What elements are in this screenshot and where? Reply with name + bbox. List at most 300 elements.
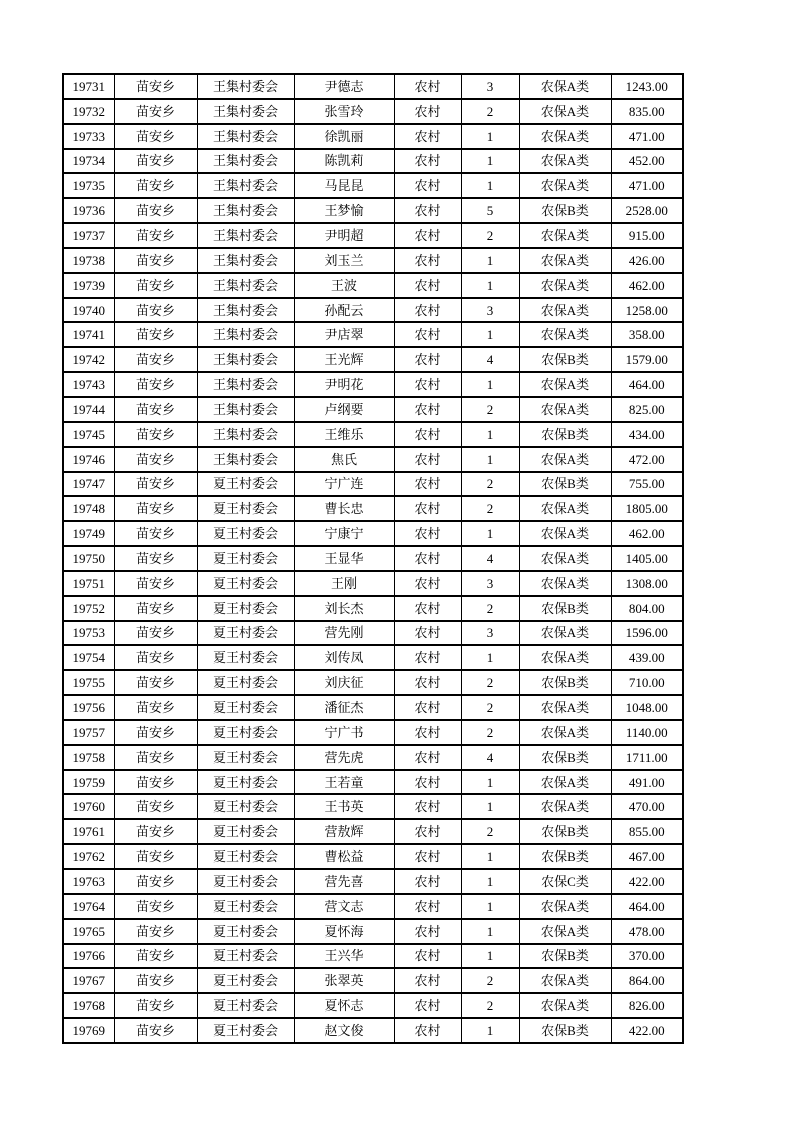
cell-insurance-category: 农保A类: [519, 496, 611, 521]
cell-residence-type: 农村: [394, 1018, 461, 1043]
cell-person-name: 王波: [294, 273, 394, 298]
cell-residence-type: 农村: [394, 322, 461, 347]
cell-township: 苗安乡: [114, 347, 197, 372]
table-row: [63, 124, 683, 149]
cell-residence-type: 农村: [394, 720, 461, 745]
cell-person-count: 4: [461, 347, 519, 372]
table-row: [63, 794, 683, 819]
cell-record-id: 19743: [63, 372, 114, 397]
cell-person-count: 3: [461, 298, 519, 323]
table-row: [63, 720, 683, 745]
cell-residence-type: 农村: [394, 74, 461, 99]
cell-insurance-category: 农保B类: [519, 596, 611, 621]
cell-insurance-category: 农保A类: [519, 571, 611, 596]
cell-residence-type: 农村: [394, 794, 461, 819]
cell-insurance-category: 农保B类: [519, 819, 611, 844]
cell-person-name: 尹明超: [294, 223, 394, 248]
cell-record-id: 19747: [63, 472, 114, 497]
cell-record-id: 19758: [63, 745, 114, 770]
cell-township: 苗安乡: [114, 74, 197, 99]
cell-insurance-category: 农保A类: [519, 248, 611, 273]
cell-person-name: 刘传凤: [294, 645, 394, 670]
cell-township: 苗安乡: [114, 521, 197, 546]
cell-person-count: 2: [461, 596, 519, 621]
cell-record-id: 19750: [63, 546, 114, 571]
cell-village-committee: 夏王村委会: [197, 819, 294, 844]
cell-record-id: 19767: [63, 968, 114, 993]
cell-residence-type: 农村: [394, 447, 461, 472]
table-row: [63, 894, 683, 919]
cell-person-count: 3: [461, 621, 519, 646]
cell-residence-type: 农村: [394, 745, 461, 770]
cell-village-committee: 王集村委会: [197, 248, 294, 273]
cell-insurance-category: 农保A类: [519, 645, 611, 670]
cell-person-count: 5: [461, 198, 519, 223]
cell-person-name: 张雪玲: [294, 99, 394, 124]
cell-village-committee: 夏王村委会: [197, 670, 294, 695]
table-row: [63, 248, 683, 273]
cell-record-id: 19741: [63, 322, 114, 347]
cell-residence-type: 农村: [394, 596, 461, 621]
cell-record-id: 19762: [63, 844, 114, 869]
cell-insurance-category: 农保B类: [519, 745, 611, 770]
cell-township: 苗安乡: [114, 322, 197, 347]
cell-person-name: 曹松益: [294, 844, 394, 869]
cell-village-committee: 夏王村委会: [197, 521, 294, 546]
cell-amount: 826.00: [611, 993, 683, 1018]
cell-township: 苗安乡: [114, 298, 197, 323]
cell-person-count: 1: [461, 372, 519, 397]
cell-record-id: 19753: [63, 621, 114, 646]
cell-person-name: 尹明花: [294, 372, 394, 397]
table-row: [63, 621, 683, 646]
cell-village-committee: 夏王村委会: [197, 968, 294, 993]
table-row: [63, 447, 683, 472]
cell-village-committee: 王集村委会: [197, 173, 294, 198]
cell-residence-type: 农村: [394, 149, 461, 174]
cell-amount: 439.00: [611, 645, 683, 670]
cell-village-committee: 夏王村委会: [197, 894, 294, 919]
cell-township: 苗安乡: [114, 596, 197, 621]
cell-insurance-category: 农保A类: [519, 149, 611, 174]
cell-person-name: 王书英: [294, 794, 394, 819]
cell-insurance-category: 农保A类: [519, 223, 611, 248]
cell-village-committee: 夏王村委会: [197, 571, 294, 596]
table-row: [63, 472, 683, 497]
cell-residence-type: 农村: [394, 919, 461, 944]
cell-residence-type: 农村: [394, 472, 461, 497]
table-row: [63, 670, 683, 695]
cell-insurance-category: 农保B类: [519, 944, 611, 969]
cell-amount: 825.00: [611, 397, 683, 422]
cell-insurance-category: 农保A类: [519, 298, 611, 323]
cell-residence-type: 农村: [394, 198, 461, 223]
cell-residence-type: 农村: [394, 521, 461, 546]
cell-insurance-category: 农保A类: [519, 794, 611, 819]
cell-person-count: 1: [461, 124, 519, 149]
cell-person-count: 1: [461, 894, 519, 919]
cell-record-id: 19732: [63, 99, 114, 124]
cell-record-id: 19757: [63, 720, 114, 745]
cell-person-name: 夏怀海: [294, 919, 394, 944]
cell-amount: 804.00: [611, 596, 683, 621]
cell-person-count: 2: [461, 819, 519, 844]
cell-insurance-category: 农保A类: [519, 720, 611, 745]
cell-township: 苗安乡: [114, 124, 197, 149]
cell-amount: 426.00: [611, 248, 683, 273]
cell-township: 苗安乡: [114, 794, 197, 819]
table-row: [63, 347, 683, 372]
cell-person-name: 徐凯丽: [294, 124, 394, 149]
cell-township: 苗安乡: [114, 919, 197, 944]
cell-person-name: 马昆昆: [294, 173, 394, 198]
cell-residence-type: 农村: [394, 670, 461, 695]
cell-person-count: 1: [461, 521, 519, 546]
cell-residence-type: 农村: [394, 993, 461, 1018]
cell-township: 苗安乡: [114, 248, 197, 273]
cell-person-count: 1: [461, 149, 519, 174]
cell-residence-type: 农村: [394, 397, 461, 422]
cell-person-count: 3: [461, 571, 519, 596]
cell-village-committee: 夏王村委会: [197, 844, 294, 869]
cell-amount: 855.00: [611, 819, 683, 844]
cell-person-count: 2: [461, 968, 519, 993]
cell-person-count: 2: [461, 695, 519, 720]
table-row: [63, 695, 683, 720]
cell-amount: 471.00: [611, 124, 683, 149]
cell-record-id: 19739: [63, 273, 114, 298]
cell-person-name: 孙配云: [294, 298, 394, 323]
cell-record-id: 19735: [63, 173, 114, 198]
cell-township: 苗安乡: [114, 1018, 197, 1043]
cell-residence-type: 农村: [394, 695, 461, 720]
cell-amount: 2528.00: [611, 198, 683, 223]
cell-amount: 1596.00: [611, 621, 683, 646]
cell-person-name: 夏怀志: [294, 993, 394, 1018]
table-row: [63, 869, 683, 894]
cell-amount: 1140.00: [611, 720, 683, 745]
cell-township: 苗安乡: [114, 496, 197, 521]
cell-township: 苗安乡: [114, 670, 197, 695]
cell-township: 苗安乡: [114, 149, 197, 174]
cell-person-name: 宁康宁: [294, 521, 394, 546]
cell-village-committee: 王集村委会: [197, 198, 294, 223]
cell-person-name: 张翠英: [294, 968, 394, 993]
cell-township: 苗安乡: [114, 198, 197, 223]
cell-amount: 1711.00: [611, 745, 683, 770]
cell-record-id: 19737: [63, 223, 114, 248]
cell-person-name: 王刚: [294, 571, 394, 596]
table-row: [63, 372, 683, 397]
cell-insurance-category: 农保A类: [519, 993, 611, 1018]
cell-village-committee: 王集村委会: [197, 347, 294, 372]
cell-township: 苗安乡: [114, 844, 197, 869]
cell-person-count: 1: [461, 273, 519, 298]
cell-residence-type: 农村: [394, 422, 461, 447]
cell-township: 苗安乡: [114, 695, 197, 720]
cell-insurance-category: 农保A类: [519, 770, 611, 795]
cell-amount: 1048.00: [611, 695, 683, 720]
cell-record-id: 19749: [63, 521, 114, 546]
cell-residence-type: 农村: [394, 968, 461, 993]
cell-person-count: 1: [461, 422, 519, 447]
cell-village-committee: 夏王村委会: [197, 993, 294, 1018]
cell-village-committee: 王集村委会: [197, 99, 294, 124]
cell-village-committee: 夏王村委会: [197, 745, 294, 770]
cell-person-name: 尹德志: [294, 74, 394, 99]
cell-amount: 422.00: [611, 869, 683, 894]
cell-insurance-category: 农保B类: [519, 422, 611, 447]
cell-person-count: 1: [461, 322, 519, 347]
cell-person-name: 潘征杰: [294, 695, 394, 720]
cell-residence-type: 农村: [394, 248, 461, 273]
cell-record-id: 19768: [63, 993, 114, 1018]
cell-village-committee: 夏王村委会: [197, 645, 294, 670]
cell-insurance-category: 农保A类: [519, 322, 611, 347]
cell-person-name: 曹长忠: [294, 496, 394, 521]
cell-record-id: 19745: [63, 422, 114, 447]
cell-township: 苗安乡: [114, 968, 197, 993]
cell-insurance-category: 农保A类: [519, 521, 611, 546]
table-row: [63, 322, 683, 347]
cell-township: 苗安乡: [114, 770, 197, 795]
cell-record-id: 19761: [63, 819, 114, 844]
cell-insurance-category: 农保A类: [519, 447, 611, 472]
cell-person-name: 刘长杰: [294, 596, 394, 621]
cell-residence-type: 农村: [394, 273, 461, 298]
cell-person-name: 王兴华: [294, 944, 394, 969]
table-row: [63, 844, 683, 869]
table-row: [63, 944, 683, 969]
cell-person-name: 赵文俊: [294, 1018, 394, 1043]
cell-amount: 1258.00: [611, 298, 683, 323]
cell-amount: 755.00: [611, 472, 683, 497]
table-row: [63, 149, 683, 174]
cell-residence-type: 农村: [394, 621, 461, 646]
cell-township: 苗安乡: [114, 944, 197, 969]
cell-person-count: 3: [461, 74, 519, 99]
cell-residence-type: 农村: [394, 496, 461, 521]
cell-insurance-category: 农保A类: [519, 968, 611, 993]
cell-township: 苗安乡: [114, 372, 197, 397]
cell-person-count: 2: [461, 99, 519, 124]
cell-amount: 710.00: [611, 670, 683, 695]
cell-amount: 915.00: [611, 223, 683, 248]
cell-amount: 1243.00: [611, 74, 683, 99]
cell-record-id: 19731: [63, 74, 114, 99]
cell-township: 苗安乡: [114, 223, 197, 248]
cell-insurance-category: 农保A类: [519, 99, 611, 124]
cell-person-count: 4: [461, 546, 519, 571]
cell-village-committee: 王集村委会: [197, 372, 294, 397]
cell-residence-type: 农村: [394, 372, 461, 397]
cell-village-committee: 夏王村委会: [197, 546, 294, 571]
cell-amount: 358.00: [611, 322, 683, 347]
cell-township: 苗安乡: [114, 546, 197, 571]
cell-record-id: 19756: [63, 695, 114, 720]
table-row: [63, 496, 683, 521]
cell-record-id: 19759: [63, 770, 114, 795]
cell-township: 苗安乡: [114, 173, 197, 198]
cell-village-committee: 王集村委会: [197, 447, 294, 472]
cell-township: 苗安乡: [114, 869, 197, 894]
cell-record-id: 19769: [63, 1018, 114, 1043]
cell-amount: 467.00: [611, 844, 683, 869]
cell-village-committee: 夏王村委会: [197, 596, 294, 621]
cell-village-committee: 夏王村委会: [197, 621, 294, 646]
cell-residence-type: 农村: [394, 298, 461, 323]
table-row: [63, 99, 683, 124]
cell-residence-type: 农村: [394, 173, 461, 198]
cell-insurance-category: 农保A类: [519, 397, 611, 422]
cell-township: 苗安乡: [114, 397, 197, 422]
table-row: [63, 198, 683, 223]
cell-person-name: 王光辉: [294, 347, 394, 372]
cell-township: 苗安乡: [114, 99, 197, 124]
cell-residence-type: 农村: [394, 223, 461, 248]
table-row: [63, 745, 683, 770]
cell-residence-type: 农村: [394, 770, 461, 795]
cell-residence-type: 农村: [394, 944, 461, 969]
cell-person-name: 王维乐: [294, 422, 394, 447]
cell-record-id: 19748: [63, 496, 114, 521]
cell-residence-type: 农村: [394, 819, 461, 844]
cell-insurance-category: 农保C类: [519, 869, 611, 894]
cell-record-id: 19733: [63, 124, 114, 149]
cell-person-count: 2: [461, 223, 519, 248]
cell-village-committee: 夏王村委会: [197, 944, 294, 969]
cell-person-count: 4: [461, 745, 519, 770]
cell-record-id: 19734: [63, 149, 114, 174]
cell-amount: 864.00: [611, 968, 683, 993]
cell-village-committee: 夏王村委会: [197, 720, 294, 745]
cell-residence-type: 农村: [394, 571, 461, 596]
cell-record-id: 19766: [63, 944, 114, 969]
cell-person-name: 尹店翠: [294, 322, 394, 347]
cell-amount: 470.00: [611, 794, 683, 819]
table-row: [63, 521, 683, 546]
cell-village-committee: 夏王村委会: [197, 919, 294, 944]
cell-village-committee: 夏王村委会: [197, 695, 294, 720]
cell-person-count: 1: [461, 844, 519, 869]
cell-amount: 1405.00: [611, 546, 683, 571]
cell-person-count: 2: [461, 993, 519, 1018]
cell-person-name: 王显华: [294, 546, 394, 571]
cell-insurance-category: 农保A类: [519, 919, 611, 944]
cell-insurance-category: 农保A类: [519, 74, 611, 99]
cell-person-count: 1: [461, 869, 519, 894]
cell-village-committee: 夏王村委会: [197, 770, 294, 795]
cell-township: 苗安乡: [114, 894, 197, 919]
cell-village-committee: 王集村委会: [197, 223, 294, 248]
cell-record-id: 19754: [63, 645, 114, 670]
cell-insurance-category: 农保B类: [519, 347, 611, 372]
cell-person-count: 1: [461, 919, 519, 944]
table-row: [63, 223, 683, 248]
cell-insurance-category: 农保A类: [519, 695, 611, 720]
table-row: [63, 819, 683, 844]
cell-record-id: 19752: [63, 596, 114, 621]
cell-person-name: 卢纲要: [294, 397, 394, 422]
table-row: [63, 422, 683, 447]
cell-amount: 462.00: [611, 273, 683, 298]
cell-amount: 462.00: [611, 521, 683, 546]
cell-insurance-category: 农保B类: [519, 472, 611, 497]
cell-village-committee: 王集村委会: [197, 422, 294, 447]
cell-amount: 1579.00: [611, 347, 683, 372]
cell-amount: 1308.00: [611, 571, 683, 596]
cell-residence-type: 农村: [394, 894, 461, 919]
cell-township: 苗安乡: [114, 819, 197, 844]
table-row: [63, 993, 683, 1018]
cell-village-committee: 王集村委会: [197, 273, 294, 298]
cell-record-id: 19740: [63, 298, 114, 323]
cell-residence-type: 农村: [394, 844, 461, 869]
cell-person-count: 2: [461, 397, 519, 422]
table-row: [63, 770, 683, 795]
cell-amount: 471.00: [611, 173, 683, 198]
cell-insurance-category: 农保B类: [519, 198, 611, 223]
cell-record-id: 19742: [63, 347, 114, 372]
cell-record-id: 19746: [63, 447, 114, 472]
cell-person-count: 1: [461, 173, 519, 198]
cell-amount: 370.00: [611, 944, 683, 969]
cell-residence-type: 农村: [394, 347, 461, 372]
cell-person-name: 营先喜: [294, 869, 394, 894]
cell-village-committee: 王集村委会: [197, 397, 294, 422]
cell-insurance-category: 农保A类: [519, 894, 611, 919]
cell-person-name: 营文志: [294, 894, 394, 919]
cell-person-count: 1: [461, 944, 519, 969]
cell-township: 苗安乡: [114, 447, 197, 472]
cell-person-count: 1: [461, 1018, 519, 1043]
cell-residence-type: 农村: [394, 869, 461, 894]
cell-record-id: 19765: [63, 919, 114, 944]
cell-person-count: 1: [461, 248, 519, 273]
cell-insurance-category: 农保A类: [519, 621, 611, 646]
cell-person-name: 宁广书: [294, 720, 394, 745]
cell-township: 苗安乡: [114, 645, 197, 670]
table-row: [63, 273, 683, 298]
cell-person-name: 王梦愉: [294, 198, 394, 223]
cell-village-committee: 王集村委会: [197, 322, 294, 347]
cell-village-committee: 夏王村委会: [197, 794, 294, 819]
cell-township: 苗安乡: [114, 422, 197, 447]
cell-person-name: 营敖辉: [294, 819, 394, 844]
cell-person-count: 2: [461, 472, 519, 497]
cell-township: 苗安乡: [114, 472, 197, 497]
cell-insurance-category: 农保A类: [519, 372, 611, 397]
cell-person-name: 宁广连: [294, 472, 394, 497]
cell-amount: 491.00: [611, 770, 683, 795]
cell-residence-type: 农村: [394, 645, 461, 670]
insurance-benefit-table: [62, 73, 684, 1044]
table-row: [63, 546, 683, 571]
cell-village-committee: 夏王村委会: [197, 472, 294, 497]
cell-person-count: 1: [461, 770, 519, 795]
cell-village-committee: 王集村委会: [197, 124, 294, 149]
cell-record-id: 19763: [63, 869, 114, 894]
table-row: [63, 397, 683, 422]
cell-insurance-category: 农保B类: [519, 1018, 611, 1043]
table-row: [63, 596, 683, 621]
cell-residence-type: 农村: [394, 124, 461, 149]
table-row: [63, 74, 683, 99]
cell-person-count: 2: [461, 720, 519, 745]
cell-township: 苗安乡: [114, 273, 197, 298]
cell-person-name: 刘玉兰: [294, 248, 394, 273]
cell-township: 苗安乡: [114, 745, 197, 770]
